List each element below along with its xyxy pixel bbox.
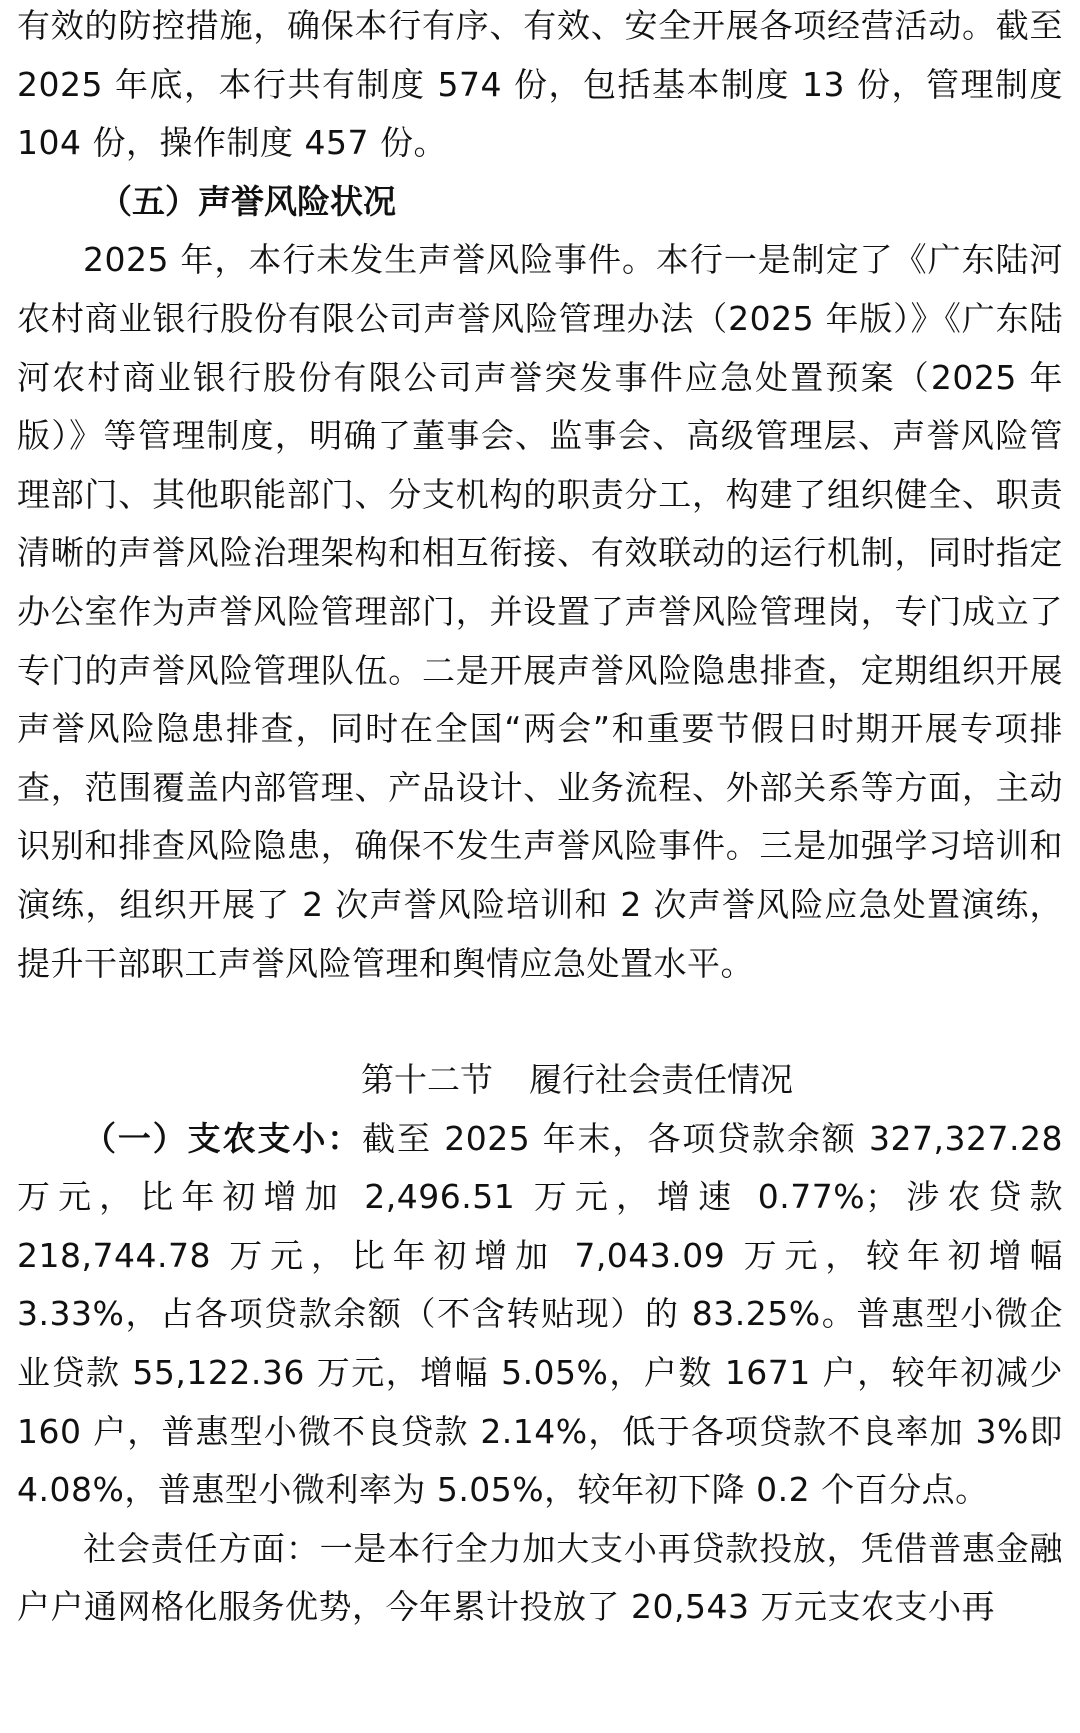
section-number: 第十二节 <box>361 1060 493 1100</box>
agri-support-body: 截至 2025 年末，各项贷款余额 327,327.28 万元，比年初增加 2,496.51 万元，增速 0.77%；涉农贷款 218,744.78 万元，比年初增加 7,043.09 万元，较年初增幅 3.33%，占各项贷款余额（不含转贴现）的 83.25%。普惠型小微企业贷款 55,122.36 万元，增幅 5.05%，户数 1671 户，较年初减少 160 户，普惠型小微不良贷款 2.14%，低于各项贷款不良率加 3%即 4.08%，普惠型小微利率为 5.05%，较年初下降 0.2 个百分点。 <box>17 1118 1063 1510</box>
reputation-risk-heading: （五）声誉风险状况 <box>99 181 396 221</box>
reputation-risk-paragraph: 2025 年，本行未发生声誉风险事件。本行一是制定了《广东陆河农村商业银行股份有限公司声誉风险管理办法（2025 年版）》《广东陆河农村商业银行股份有限公司声誉突发事件应急处置预案（2025 年版）》等管理制度，明确了董事会、监事会、高级管理层、声誉风险管理部门、其他职能部门、分支机构的职责分工，构建了组织健全、职责清晰的声誉风险治理架构和相互衔接、有效联动的运行机制，同时指定办公室作为声誉风险管理部门，并设置了声誉风险管理岗，专门成立了专门的声誉风险管理队伍。二是开展声誉风险隐患排查，定期组织开展声誉风险隐患排查，同时在全国“两会”和重要节假日时期开展专项排查，范围覆盖内部管理、产品设计、业务流程、外部关系等方面，主动识别和排查风险隐患，确保不发生声誉风险事件。三是加强学习培训和演练，组织开展了 2 次声誉风险培训和 2 次声誉风险应急处置演练，提升干部职工声誉风险管理和舆情应急处置水平。 <box>17 240 1063 983</box>
section-title <box>17 1051 1063 1110</box>
section-name: 履行社会责任情况 <box>529 1060 793 1100</box>
social-responsibility-paragraph: 社会责任方面：一是本行全力加大支小再贷款投放，凭借普惠金融户户通网格化服务优势，今年累计投放了 20,543 万元支农支小再 <box>17 1528 1063 1627</box>
document-page <box>17 0 1063 1637</box>
agri-support-paragraph <box>17 1110 1063 1520</box>
section-spacer <box>17 993 1063 1051</box>
agri-support-lead: （一）支农支小： <box>83 1118 363 1158</box>
internal-control-paragraph: 有效的防控措施，确保本行有序、有效、安全开展各项经营活动。截至 2025 年底，本行共有制度 574 份，包括基本制度 13 份，管理制度 104 份，操作制度 457 份。 <box>17 6 1063 163</box>
